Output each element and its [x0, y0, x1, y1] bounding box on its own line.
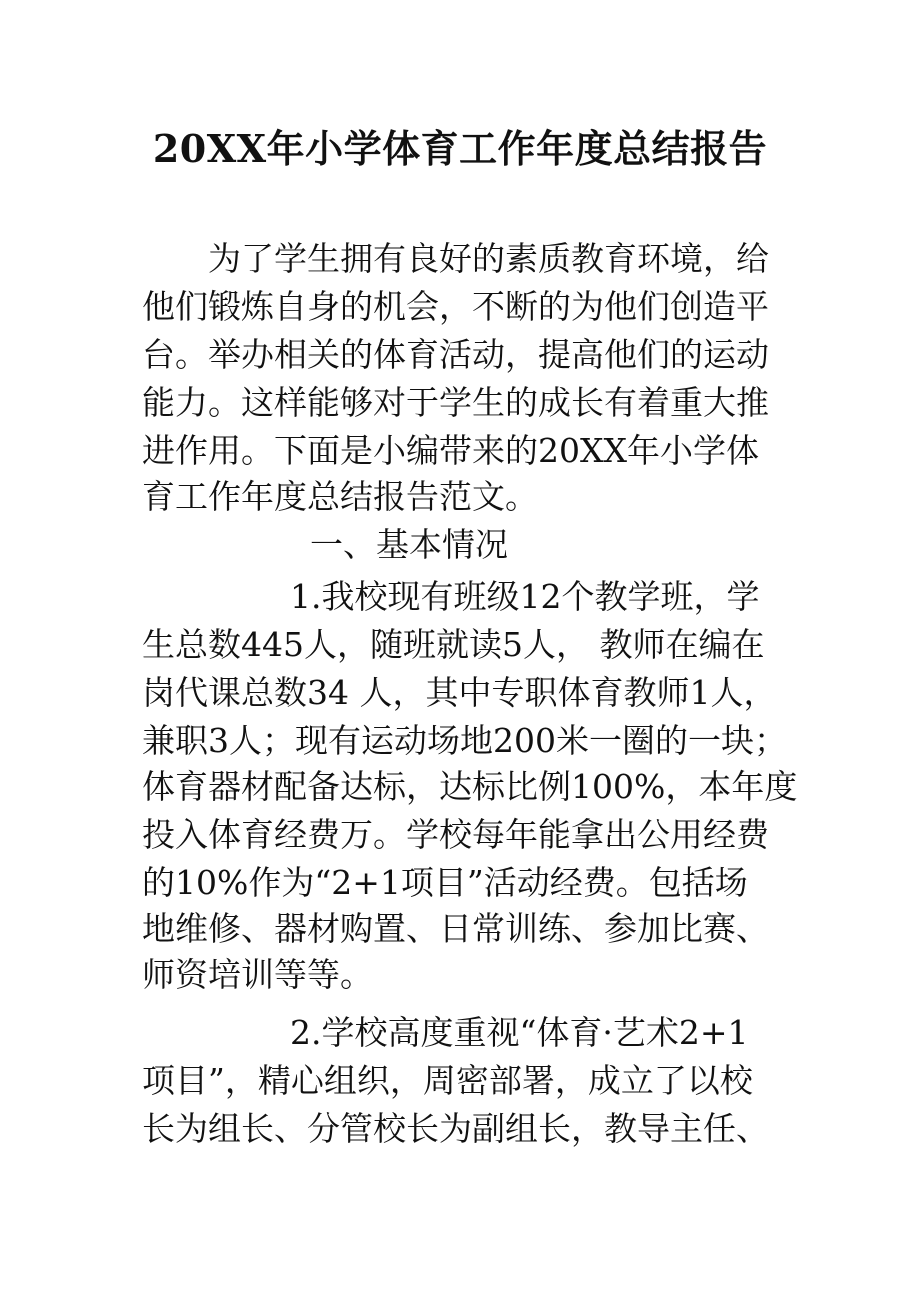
body-line: 地维修、器材购置、日常训练、参加比赛、 [142, 909, 769, 948]
body-line: 投入体育经费万。学校每年能拿出公用经费 [142, 815, 769, 854]
body-line: 师资培训等等。 [142, 955, 373, 994]
body-line: 长为组长、分管校长为副组长，教导主任、 [142, 1109, 769, 1148]
body-line: 体育器材配备达标，达标比例100%，本年度 [142, 767, 798, 806]
body-line: 1.我校现有班级12个教学班，学 [290, 577, 760, 616]
body-line: 为了学生拥有良好的素质教育环境，给 [208, 239, 769, 278]
body-line: 生总数445人，随班就读5人， 教师在编在 [142, 625, 765, 664]
document-title: 20XX年小学体育工作年度总结报告 [152, 126, 768, 171]
section-heading: 一、基本情况 [310, 525, 508, 564]
body-line: 能力。这样能够对于学生的成长有着重大推 [142, 383, 769, 422]
body-line: 台。举办相关的体育活动，提高他们的运动 [142, 335, 769, 374]
body-line: 他们锻炼自身的机会，不断的为他们创造平 [142, 287, 769, 326]
body-line: 育工作年度总结报告范文。 [142, 477, 538, 516]
body-line: 2.学校高度重视“体育·艺术2+1 [290, 1013, 749, 1052]
body-line: 兼职3人；现有运动场地200米一圈的一块； [142, 721, 787, 760]
body-line: 岗代课总数34 人，其中专职体育教师1人， [142, 673, 777, 712]
body-line: 的10%作为“2+1项目”活动经费。包括场 [142, 863, 748, 902]
body-line: 进作用。下面是小编带来的20XX年小学体 [142, 431, 759, 470]
body-line: 项目”，精心组织，周密部署，成立了以校 [142, 1061, 753, 1100]
